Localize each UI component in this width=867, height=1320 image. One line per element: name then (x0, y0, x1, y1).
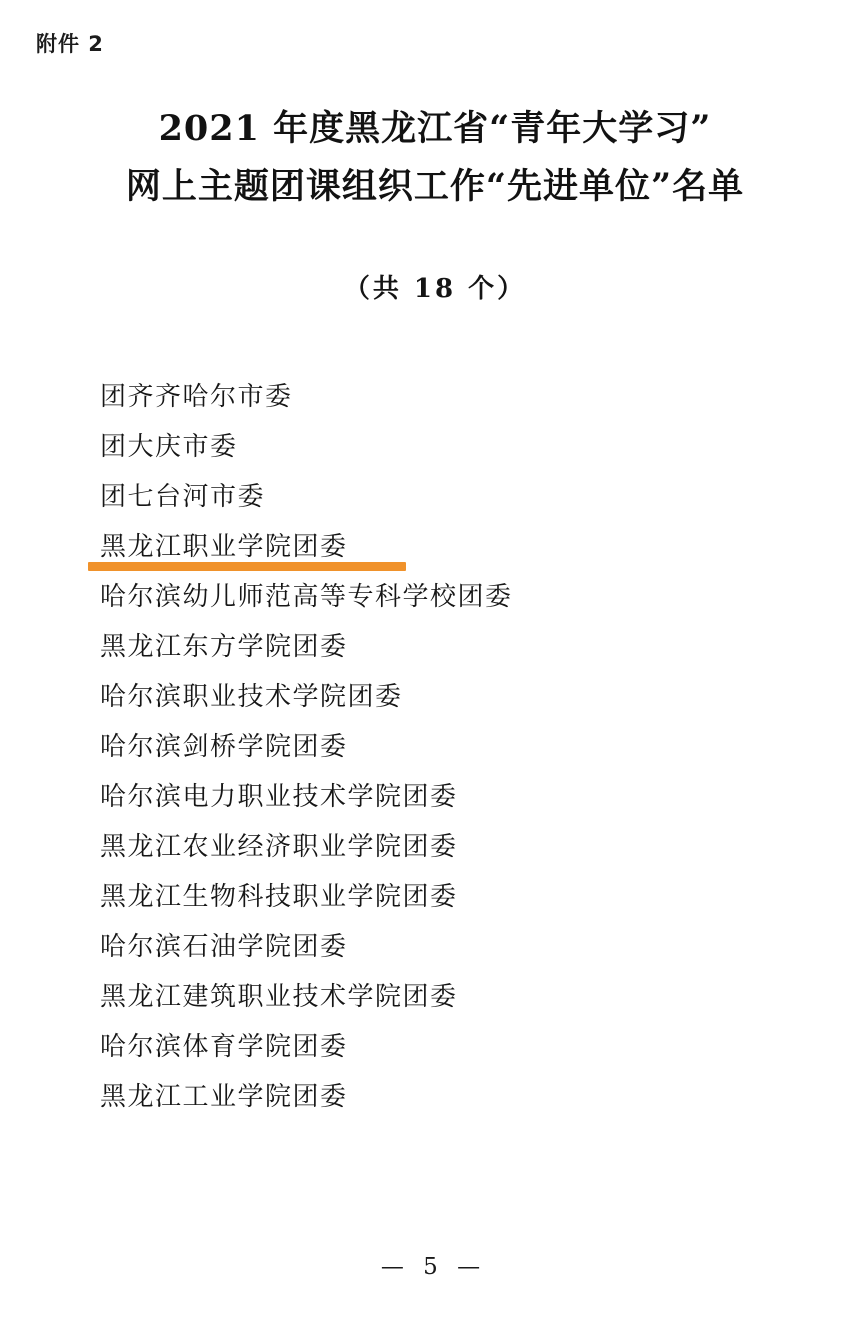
list-item: 团齐齐哈尔市委 (100, 382, 293, 412)
list-item: 哈尔滨石油学院团委 (100, 932, 348, 962)
page-title-line-2: 网上主题团课组织工作“先进单位”名单 (125, 165, 745, 207)
attachment-label: 附件 2 (36, 32, 104, 56)
unit-list (100, 372, 780, 1122)
total-count-label: （共 18 个） (343, 274, 527, 304)
list-item-highlighted: 黑龙江职业学院团委 (100, 522, 780, 572)
page-title (60, 100, 810, 216)
list-item: 哈尔滨职业技术学院团委 (100, 682, 403, 712)
list-item: 团七台河市委 (100, 482, 266, 512)
page-title-line-1: 2021 年度黑龙江省“青年大学习” (158, 108, 712, 149)
list-item: 黑龙江建筑职业技术学院团委 (100, 982, 458, 1012)
list-item: 黑龙江农业经济职业学院团委 (100, 832, 458, 862)
list-item: 黑龙江生物科技职业学院团委 (100, 882, 458, 912)
list-item: 哈尔滨剑桥学院团委 (100, 732, 348, 762)
list-item: 黑龙江工业学院团委 (100, 1082, 348, 1112)
list-item: 团大庆市委 (100, 432, 238, 462)
list-item: 黑龙江东方学院团委 (100, 632, 348, 662)
page-number: — 5 — (380, 1254, 487, 1280)
list-item: 哈尔滨电力职业技术学院团委 (100, 782, 458, 812)
list-item: 哈尔滨幼儿师范高等专科学校团委 (100, 582, 513, 612)
list-item: 哈尔滨体育学院团委 (100, 1032, 348, 1062)
